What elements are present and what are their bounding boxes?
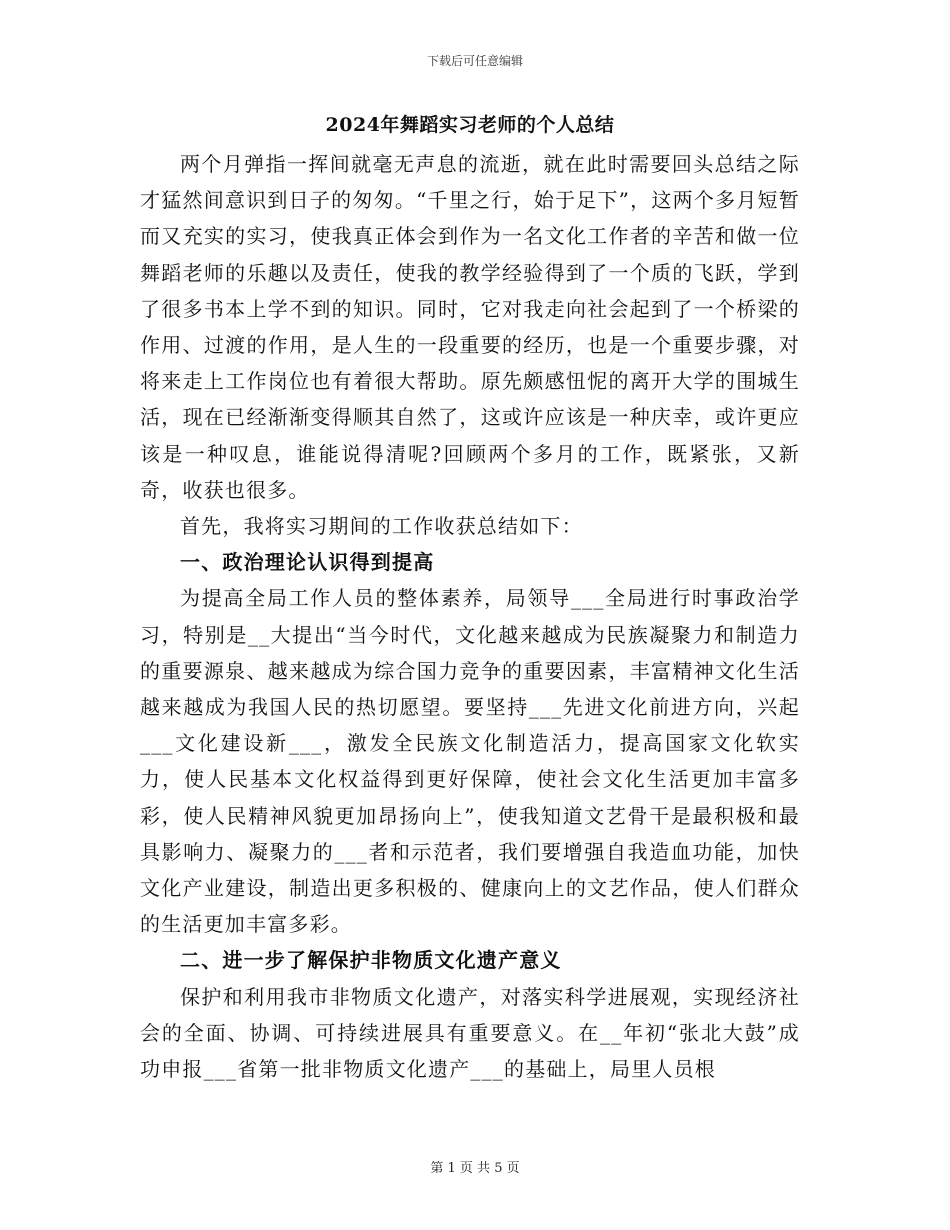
paragraph-summary-lead: 首先，我将实习期间的工作收获总结如下： <box>180 514 583 539</box>
section-heading-1: 一、政治理论认识得到提高 <box>180 550 435 575</box>
document-body <box>140 108 800 1087</box>
document-title: 2024年舞蹈实习老师的个人总结 <box>325 114 615 136</box>
paragraph-intro: 两个月弹指一挥间就毫无声息的流逝，就在此时需要回头总结之际才猛然间意识到日子的匆匆。“千里之行，始于足下”，这两个多月短暂而又充实的实习，使我真正体会到作为一名文化工作者的辛苦和做一位舞蹈老师的乐趣以及责任，使我的教学经验得到了一个质的飞跃，学到了很多书本上学不到的知识。同时，它对我走向社会起到了一个桥梁的作用、过渡的作用，是人生的一段重要的经历，也是一个重要步骤，对将来走上工作岗位也有着很大帮助。原先颇感忸怩的离开大学的围城生活，现在已经渐渐变得顺其自然了，这或许应该是一种庆幸，或许更应该是一种叹息，谁能说得清呢?回顾两个多月的工作，既紧张，又新奇，收获也很多。 <box>140 152 800 502</box>
paragraph-section-1: 为提高全局工作人员的整体素养，局领导___全局进行时事政治学习，特别是__大提出“当今时代，文化越来越成为民族凝聚力和制造力的重要源泉、越来越成为综合国力竞争的重要因素，丰富精神文化生活越来越成为我国人民的热切愿望。要坚持___先进文化前进方向，兴起___文化建设新___，激发全民族文化制造活力，提高国家文化软实力，使人民基本文化权益得到更好保障，使社会文化生活更加丰富多彩，使人民精神风貌更加昂扬向上”，使我知道文艺骨干是最积极和最具影响力、凝聚力的___者和示范者，我们要增强自我造血功能，加快文化产业建设，制造出更多积极的、健康向上的文艺作品，使人们群众的生活更加丰富多彩。 <box>140 586 800 937</box>
paragraph-section-2: 保护和利用我市非物质文化遗产，对落实科学进展观，实现经济社会的全面、协调、可持续进展具有重要意义。在__年初“张北大鼓”成功申报___省第一批非物质文化遗产___的基础上，局里人员根 <box>140 984 800 1082</box>
section-heading-2: 二、进一步了解保护非物质文化遗产意义 <box>180 948 562 973</box>
header-note: 下载后可任意编辑 <box>426 54 523 68</box>
page-footer: 第 1 页 共 5 页 <box>430 1161 520 1176</box>
